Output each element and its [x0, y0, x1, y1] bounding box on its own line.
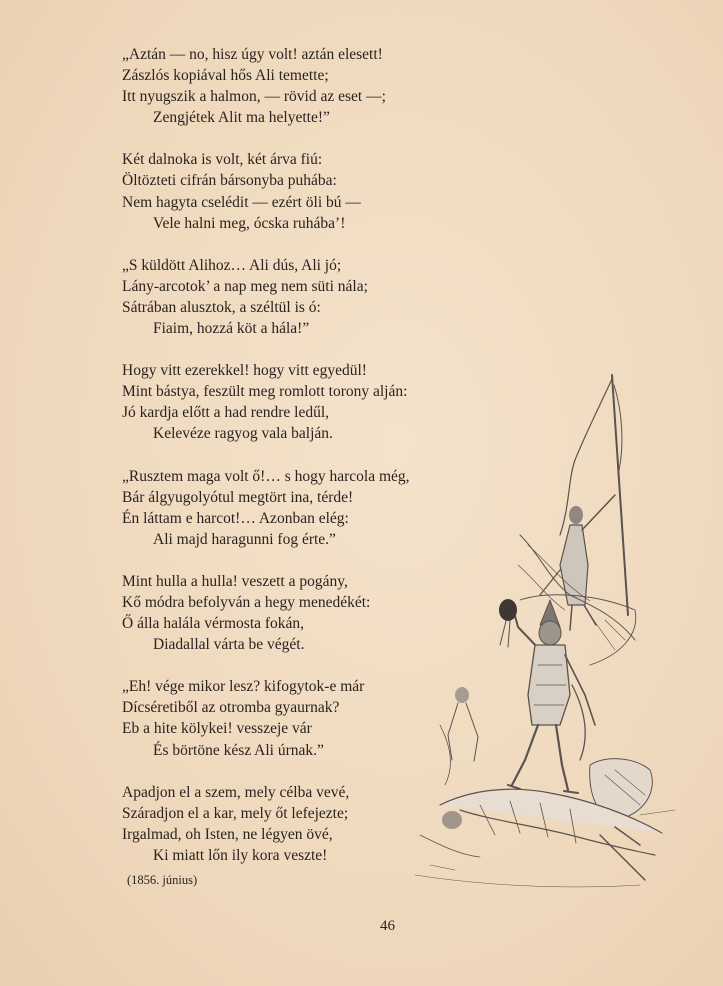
poem-line: Nem hagyta cselédit — ezért öli bú — [122, 193, 361, 211]
poem-line: És börtöne kész Ali úrnak.” [153, 741, 324, 759]
stanza-2 [122, 149, 452, 233]
poem-line: Száradjon el a kar, mely őt lefejezte; [122, 804, 349, 822]
poem-line: Dícséretiből az otromba gyaurnak? [122, 699, 340, 717]
stanza-3 [122, 255, 452, 339]
poem-line: „S küldött Alihoz… Ali dús, Ali jó; [122, 256, 342, 274]
poem-line: Jó kardja előtt a had rendre ledűl, [122, 404, 330, 422]
poem-line: Bár álgyugolyótul megtört ina, térde! [122, 488, 354, 506]
page-number: 46 [380, 918, 395, 934]
poem-line: Apadjon el a szem, mely célba vevé, [122, 783, 350, 801]
poem-line: Zengjétek Alit ma helyette!” [153, 109, 330, 127]
poem-line: Ali majd haragunni fog érte.” [153, 530, 336, 548]
poem-line: Hogy vitt ezerekkel! hogy vitt egyedül! [122, 362, 367, 380]
poem-line: „Rusztem maga volt ő!… s hogy harcola még, [122, 467, 410, 485]
poem-line: Vele halni meg, ócska ruhába’! [153, 214, 346, 232]
poem-line: Fiaim, hozzá köt a hála!” [153, 320, 310, 338]
poem-line: „Aztán — no, hisz úgy volt! aztán elesett! [122, 46, 383, 63]
poem-line: Kő módra befolyván a hegy menedékét: [122, 593, 371, 611]
warrior-illustration [400, 365, 700, 905]
poem-line: Eb a hite kölykei! vesszeje vár [122, 720, 312, 738]
stanza-1 [122, 44, 452, 128]
poem-line: Diadallal várta be végét. [153, 636, 305, 654]
poem-line: Két dalnoka is volt, két árva fiú: [122, 151, 323, 169]
poem-line: Zászlós kopiával hős Ali temette; [122, 67, 329, 85]
poem-line: Öltözteti cifrán bársonyba puhába: [122, 172, 337, 190]
poem-line: Mint bástya, feszült meg romlott torony alján: [122, 383, 408, 401]
poem-line: Lány-arcotok’ a nap meg nem süti nála; [122, 277, 368, 295]
poem-line: Ki miatt lőn ily kora veszte! [153, 846, 328, 864]
poem-line: Kelevéze ragyog vala balján. [153, 425, 333, 443]
poem-date: (1856. június) [127, 873, 198, 887]
poem-line: „Eh! vége mikor lesz? kifogytok-e már [122, 678, 365, 696]
poem-line: Irgalmad, oh Isten, ne légyen övé, [122, 825, 333, 843]
poem-line: Itt nyugszik a halmon, — rövid az eset —; [122, 88, 386, 106]
poem-line: Sátrában alusztok, a széltül is ó: [122, 298, 321, 316]
poem-line: Mint hulla a hulla! veszett a pogány, [122, 572, 348, 590]
poem-line: Ő álla halála vérmosta fokán, [122, 615, 305, 633]
poem-line: Én láttam e harcot!… Azonban elég: [122, 509, 349, 527]
